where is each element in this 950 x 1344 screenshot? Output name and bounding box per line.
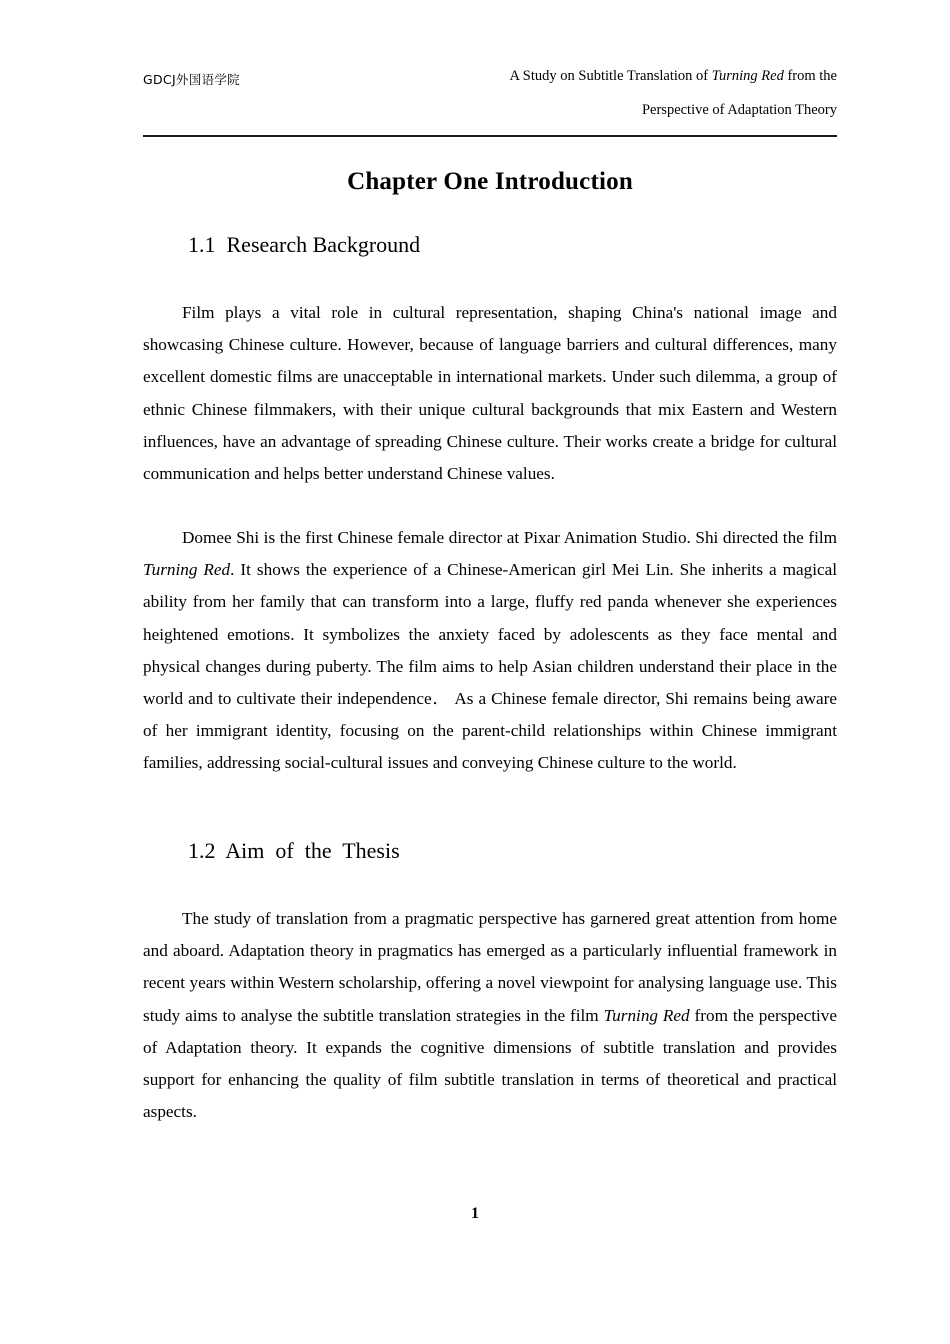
- header-thesis-title-line1: [510, 68, 838, 85]
- section-1-1-body-2: [143, 522, 837, 780]
- chapter-title: Chapter One Introduction: [347, 168, 633, 195]
- paragraph-research-background-2: [143, 522, 837, 780]
- film-title-italic: Turning Red: [603, 1005, 690, 1025]
- header-institution: GDCJ外国语学院: [143, 72, 240, 87]
- header-row-first: [143, 68, 837, 118]
- header-title-prefix: A Study on Subtitle Translation of: [509, 68, 712, 84]
- section-heading-1-1: 1.1 Research Background: [188, 232, 421, 257]
- page-number: 1: [471, 1205, 479, 1222]
- page-header: [143, 68, 837, 118]
- paragraph-aim-of-thesis-1: [143, 903, 837, 1128]
- paragraph-run: from the perspective of Adaptation theory. It expands the cognitive dimensions of subtitle translation and provides support for enhancing the quality of film subtitle translation in terms of theoretical and practical aspects.: [143, 1005, 838, 1122]
- header-thesis-title-line2: Perspective of Adaptation Theory: [641, 102, 837, 118]
- film-title-italic: Turning Red: [143, 560, 231, 580]
- paragraph-run: Domee Shi is the first Chinese female director at Pixar Animation Studio. Shi directed the film: [182, 528, 837, 547]
- header-divider-rule: [143, 135, 837, 137]
- header-film-title: Turning Red: [711, 68, 784, 84]
- paragraph-research-background-1: [143, 297, 837, 490]
- paragraph-run: The study of translation from a pragmatic perspective has garnered great attention from home and aboard. Adaptation theory in pragmatics has emerged as a particularly influential framework in recent years within Western scholarship, offering a novel viewpoint for analysing language use. This study aims to analyse the subtitle translation strategies in the film: [143, 909, 837, 1025]
- paragraph-run: Film plays a vital role in cultural representation, shaping China's national image and showcasing Chinese culture. However, because of language barriers and cultural differences, many excellent domestic films are unacceptable in international markets. Under such dilemma, a group of ethnic Chinese filmmakers, with their unique cultural backgrounds that mix Eastern and Western influences, have an advantage of spreading Chinese culture. Their works create a bridge for cultural communication and helps better understand Chinese values.: [143, 303, 837, 484]
- section-1-2-body: [143, 903, 837, 1128]
- paragraph-run: . It shows the experience of a Chinese-American girl Mei Lin. She inherits a magical ability from her family that can transform into a large, fluffy red panda whenever she experiences heightened emotions. It symbolizes the anxiety faced by adolescents as they face mental and physical changes during puberty. The film aims to help Asian children understand their place in the world and to cultivate their independence． As a Chinese female director, Shi remains being aware of her immigrant identity, focusing on the parent-child relationships within Chinese immigrant families, addressing social-cultural issues and conveying Chinese culture to the world.: [143, 560, 838, 773]
- section-1-1-body: [143, 297, 837, 490]
- header-title-suffix: from the: [783, 68, 837, 84]
- section-heading-1-2: 1.2 Aim of the Thesis: [188, 838, 400, 863]
